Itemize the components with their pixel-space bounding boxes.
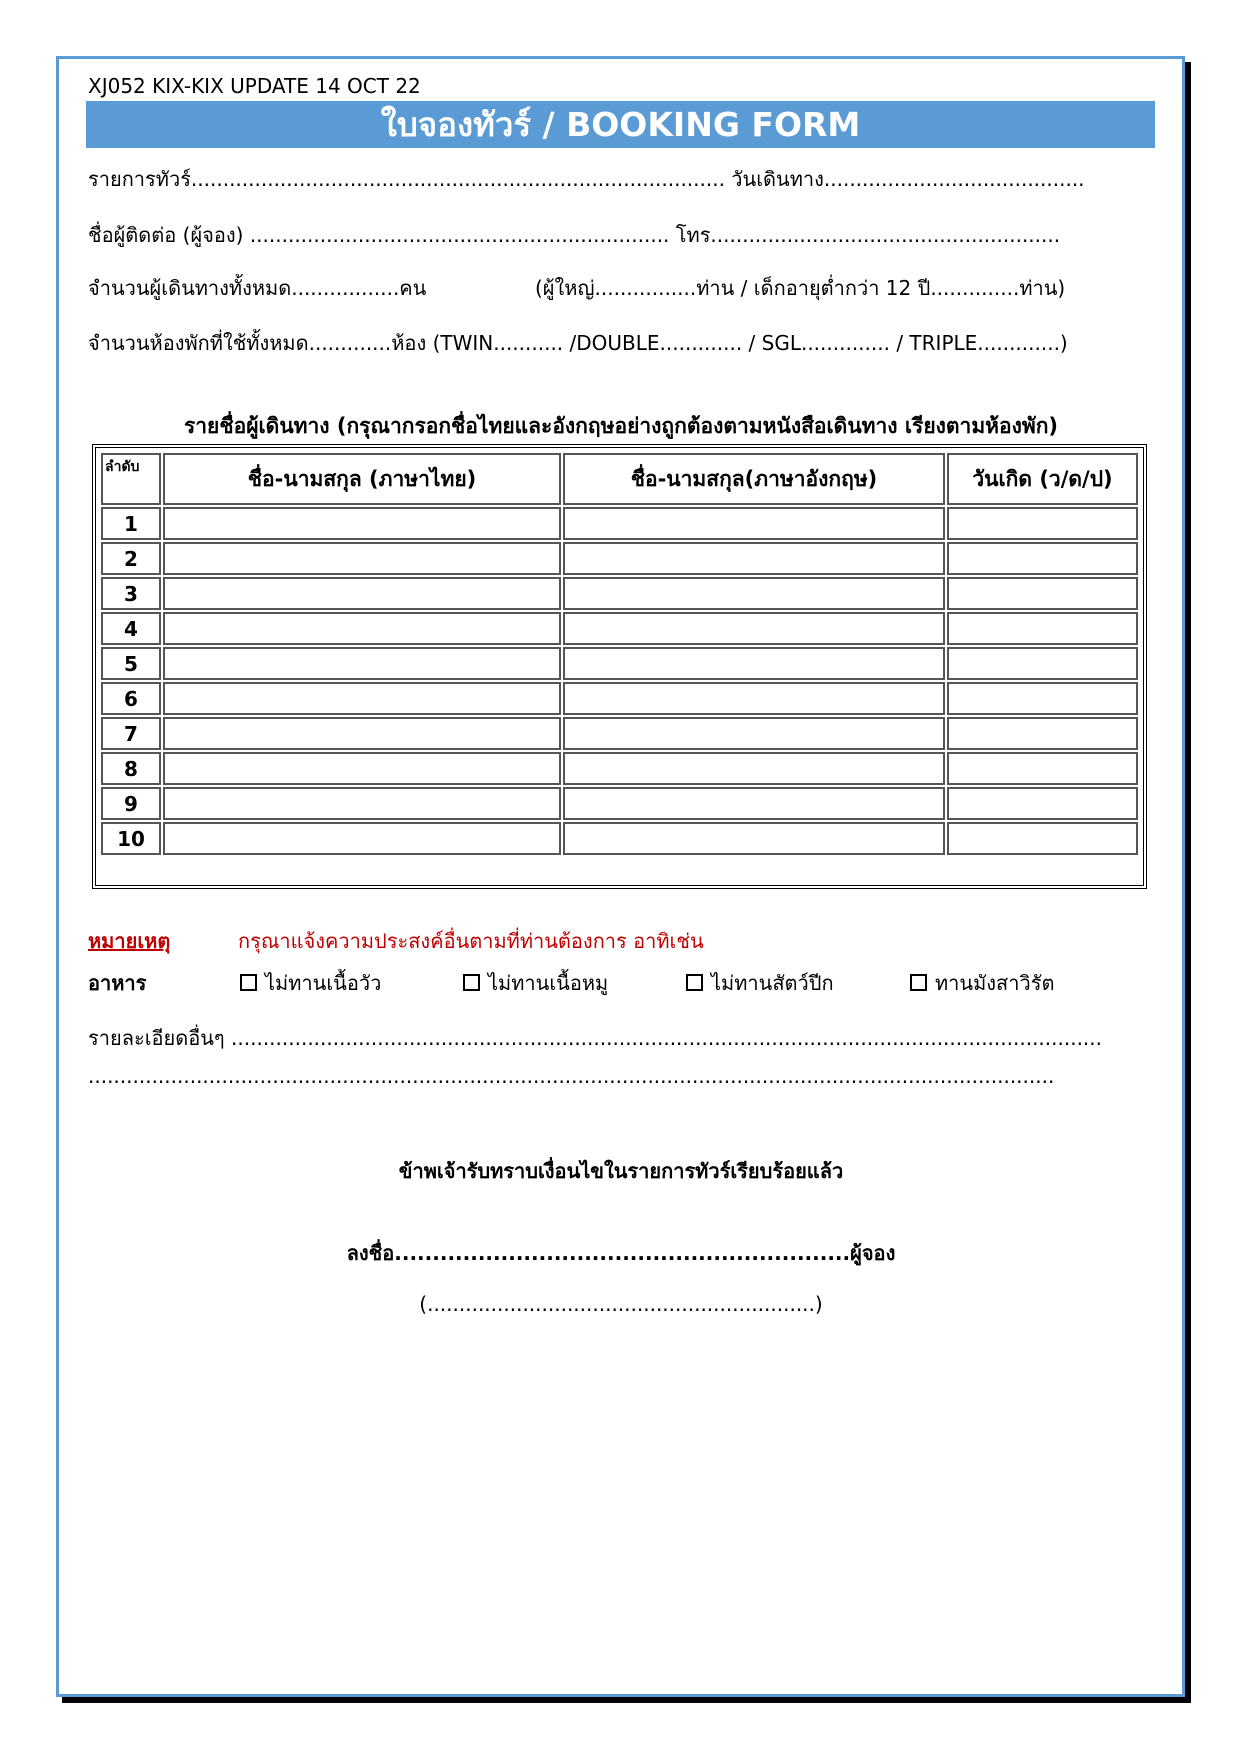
english-name-cell[interactable] [563, 577, 945, 610]
table-row [101, 682, 1138, 715]
total-travelers-field[interactable]: จำนวนผู้เดินทางทั้งหมด.................คน [88, 276, 427, 300]
acknowledgement: ข้าพเจ้ารับทราบเงื่อนไขในรายการทัวร์เรียบร้อยแล้ว [398, 1159, 844, 1183]
contact-and-phone-field[interactable]: ชื่อผู้ติดต่อ (ผู้จอง) .................................................................. โทร....................................................... [88, 223, 1061, 247]
table-row [101, 577, 1138, 610]
birthdate-cell[interactable] [947, 822, 1138, 855]
birthdate-cell[interactable] [947, 787, 1138, 820]
thai-name-cell[interactable] [163, 542, 561, 575]
birthdate-cell[interactable] [947, 542, 1138, 575]
english-name-cell[interactable] [563, 647, 945, 680]
row-number: 4 [101, 612, 161, 645]
col-header-english-name: ชื่อ-นามสกุล(ภาษาอังกฤษ) [563, 453, 945, 505]
row-number: 1 [101, 507, 161, 540]
table-row [101, 752, 1138, 785]
thai-name-cell[interactable] [163, 647, 561, 680]
birthdate-cell[interactable] [947, 612, 1138, 645]
col-header-thai-name: ชื่อ-นามสกุล (ภาษาไทย) [163, 453, 561, 505]
english-name-cell[interactable] [563, 612, 945, 645]
table-row [101, 507, 1138, 540]
table-row [101, 717, 1138, 750]
english-name-cell[interactable] [563, 822, 945, 855]
tour-code: XJ052 KIX-KIX UPDATE 14 OCT 22 [88, 74, 421, 98]
row-number: 6 [101, 682, 161, 715]
other-details-field[interactable]: รายละเอียดอื่นๆ ......................................................................................................................................... [88, 1026, 1102, 1050]
thai-name-cell[interactable] [163, 507, 561, 540]
thai-name-cell[interactable] [163, 612, 561, 645]
english-name-cell[interactable] [563, 682, 945, 715]
row-number: 9 [101, 787, 161, 820]
no-pork-option[interactable]: ไม่ทานเนื้อหมู [463, 967, 608, 999]
tour-and-date-field[interactable]: รายการทัวร์.................................................................................... วันเดินทาง......................................... [88, 167, 1085, 191]
form-title-banner: ใบจองทัวร์ / BOOKING FORM [86, 101, 1155, 148]
thai-name-cell[interactable] [163, 577, 561, 610]
table-row [101, 647, 1138, 680]
thai-name-cell[interactable] [163, 717, 561, 750]
thai-name-cell[interactable] [163, 752, 561, 785]
checkbox-icon[interactable] [686, 974, 703, 991]
col-header-birthdate: วันเกิด (ว/ด/ป) [947, 453, 1138, 505]
english-name-cell[interactable] [563, 752, 945, 785]
checkbox-icon[interactable] [240, 974, 257, 991]
english-name-cell[interactable] [563, 542, 945, 575]
passenger-table [92, 444, 1147, 889]
remark-label: หมายเหตุ [88, 929, 171, 953]
table-header-row [101, 453, 1138, 505]
table-row [101, 822, 1138, 855]
row-number: 2 [101, 542, 161, 575]
birthdate-cell[interactable] [947, 682, 1138, 715]
english-name-cell[interactable] [563, 717, 945, 750]
row-number: 8 [101, 752, 161, 785]
thai-name-cell[interactable] [163, 787, 561, 820]
other-details-field-2[interactable]: ........................................................................................................................................................ [88, 1064, 1055, 1088]
passenger-list-title: รายชื่อผู้เดินทาง (กรุณากรอกชื่อไทยและอังกฤษอย่างถูกต้องตามหนังสือเดินทาง เรียงตามห้องพัก) [183, 414, 1059, 438]
english-name-cell[interactable] [563, 507, 945, 540]
table-row [101, 542, 1138, 575]
adult-child-count-field[interactable]: (ผู้ใหญ่................ท่าน / เด็กอายุต่ำกว่า 12 ปี..............ท่าน) [535, 276, 1066, 300]
checkbox-icon[interactable] [463, 974, 480, 991]
printed-name-line[interactable]: (.............................................................) [419, 1292, 823, 1316]
thai-name-cell[interactable] [163, 822, 561, 855]
col-header-number: ลำดับ [101, 453, 161, 505]
table-row [101, 787, 1138, 820]
table-row [101, 612, 1138, 645]
no-beef-option[interactable]: ไม่ทานเนื้อวัว [240, 967, 381, 999]
remark [88, 925, 704, 957]
birthdate-cell[interactable] [947, 577, 1138, 610]
row-number: 10 [101, 822, 161, 855]
room-count-field[interactable]: จำนวนห้องพักที่ใช้ทั้งหมด.............ห้อง (TWIN........... /DOUBLE............. / SGL.............. / TRIPLE.............) [88, 331, 1068, 355]
english-name-cell[interactable] [563, 787, 945, 820]
checkbox-icon[interactable] [910, 974, 927, 991]
birthdate-cell[interactable] [947, 507, 1138, 540]
no-poultry-option[interactable]: ไม่ทานสัตว์ปีก [686, 967, 834, 999]
row-number: 3 [101, 577, 161, 610]
row-number: 7 [101, 717, 161, 750]
traveler-count-row [88, 272, 1154, 304]
remark-text: กรุณาแจ้งความประสงค์อื่นตามที่ท่านต้องการ อาทิเช่น [238, 929, 704, 953]
birthdate-cell[interactable] [947, 717, 1138, 750]
signature-line[interactable]: ลงชื่อ............................................................ผู้จอง [346, 1241, 896, 1265]
birthdate-cell[interactable] [947, 647, 1138, 680]
row-number: 5 [101, 647, 161, 680]
thai-name-cell[interactable] [163, 682, 561, 715]
food-label: อาหาร [88, 971, 147, 995]
food-preferences [88, 967, 1154, 997]
birthdate-cell[interactable] [947, 752, 1138, 785]
vegetarian-option[interactable]: ทานมังสาวิรัต [910, 967, 1054, 999]
